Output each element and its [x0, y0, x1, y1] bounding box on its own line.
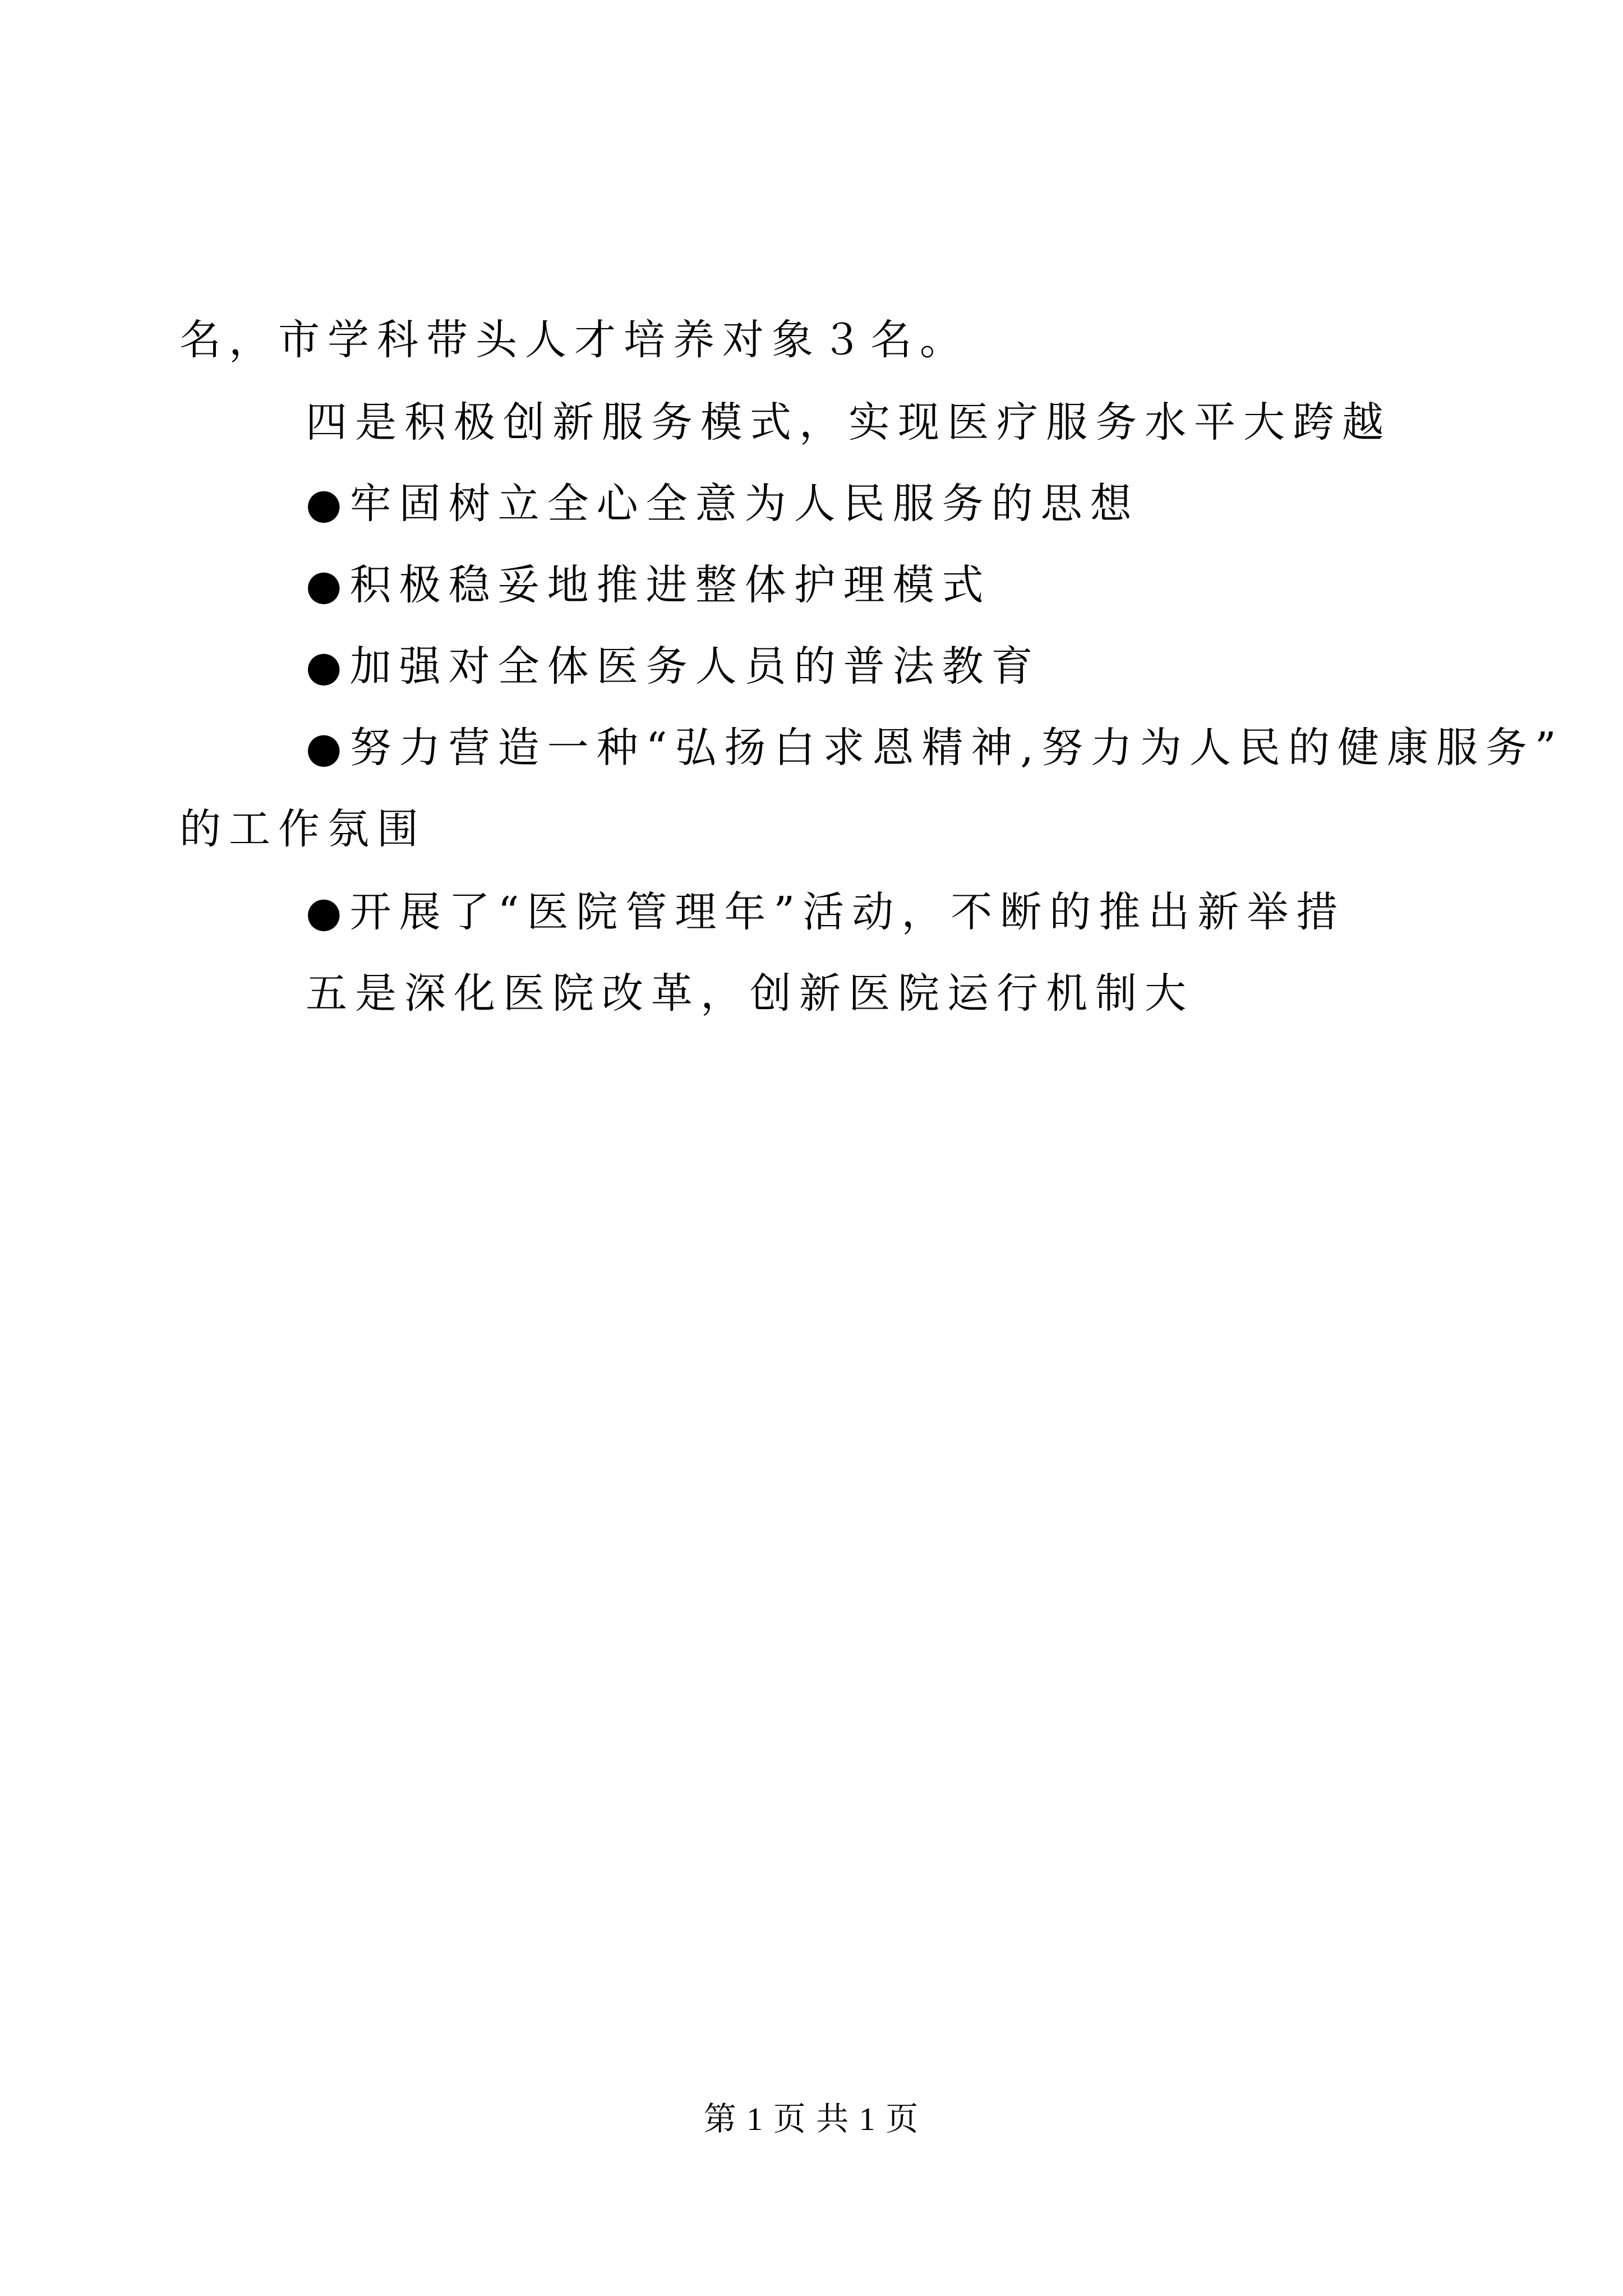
bullet-item: ●积极稳妥地推进整体护理模式 [306, 561, 992, 609]
bullet-item-continuation: 的工作氛围 [179, 805, 426, 853]
bullet-item: ●加强对全体医务人员的普法教育 [306, 642, 1041, 691]
bullet-item: ●开展了“医院管理年”活动，不断的推出新举措 [306, 888, 1346, 936]
paragraph-continuation: 名，市学科带头人才培养对象３名。 [179, 316, 969, 364]
section-heading-five: 五是深化医院改革，创新医院运行机制大 [306, 969, 1194, 1018]
bullet-item: ●牢固树立全心全意为人民服务的思想 [306, 480, 1140, 528]
page-footer: 第 1 页 共 1 页 [703, 2101, 920, 2137]
section-heading-four: 四是积极创新服务模式，实现医疗服务水平大跨越 [306, 398, 1391, 447]
bullet-item: ●努力营造一种“弘扬白求恩精神,努力为人民的健康服务” [306, 724, 1564, 772]
